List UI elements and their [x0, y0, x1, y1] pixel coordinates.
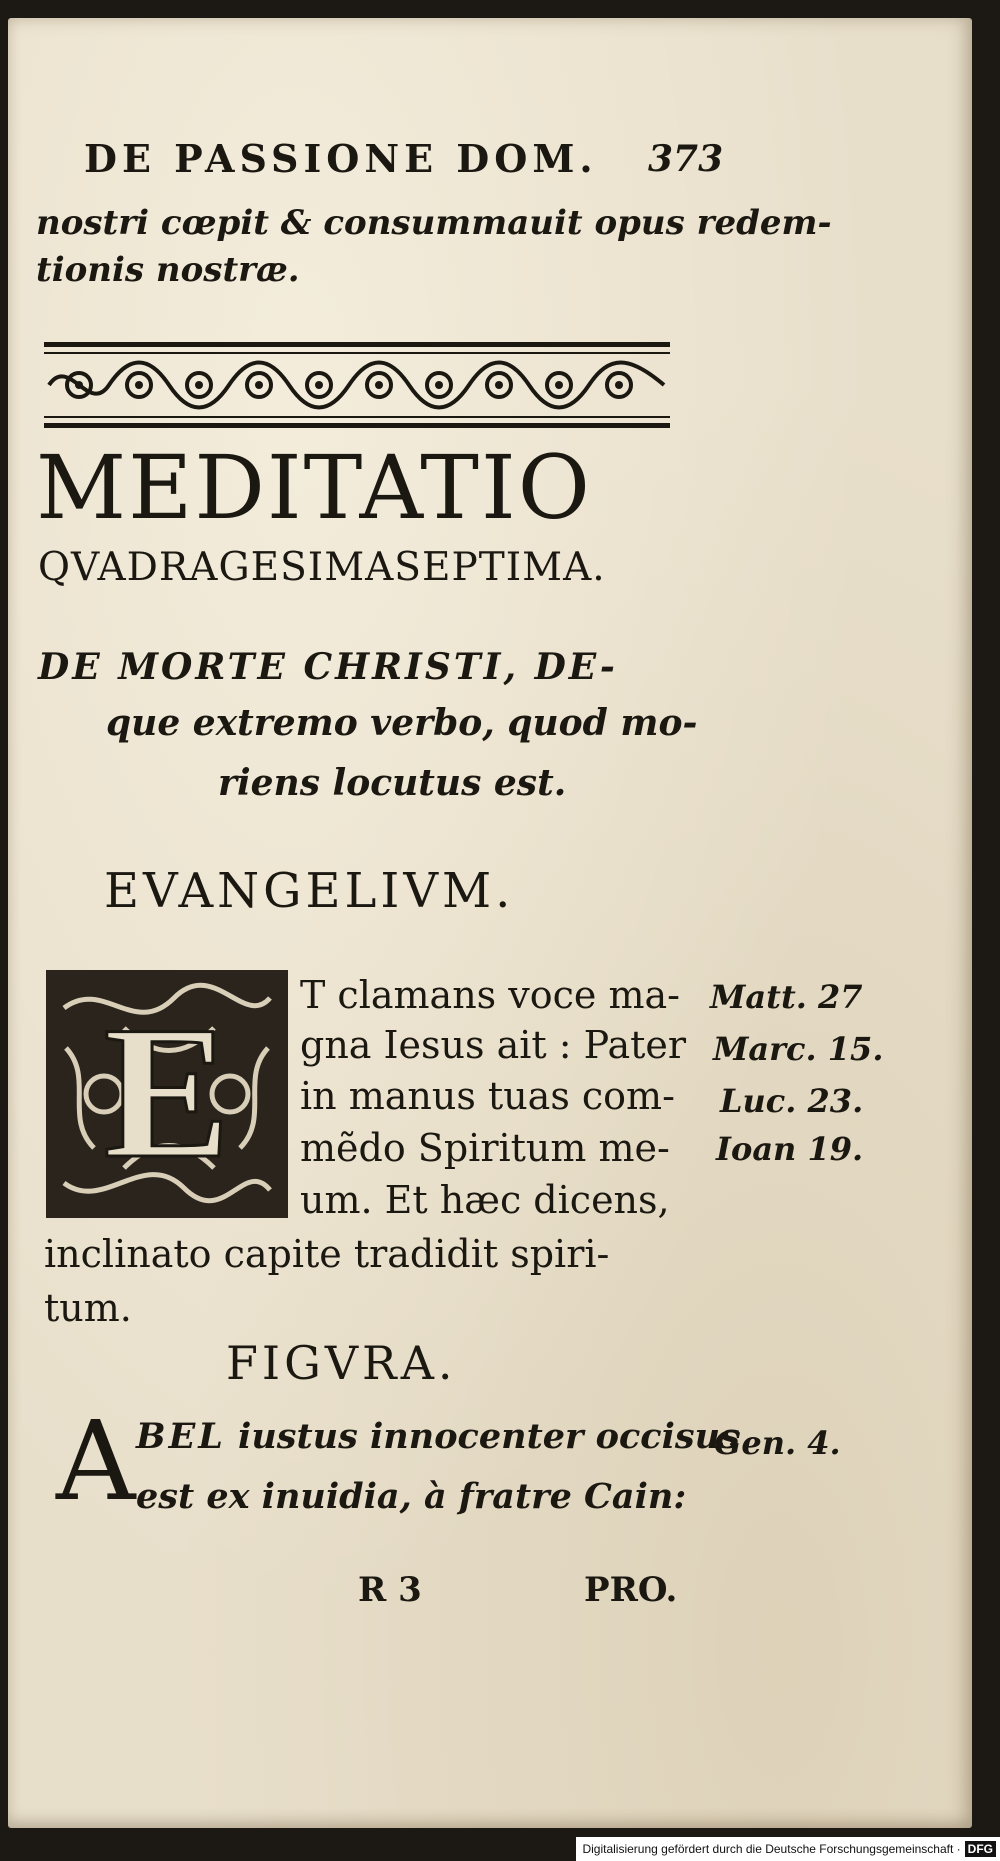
figura-line-1: [136, 1416, 740, 1457]
catchword: PRO.: [584, 1570, 678, 1610]
credit-text: Digitalisierung gefördert durch die Deutsche Forschungsgemeinschaft ·: [582, 1842, 961, 1856]
decorated-initial: [44, 968, 290, 1220]
figura-small-caps: BEL: [136, 1416, 226, 1457]
meditation-title: MEDITATIO: [36, 436, 592, 539]
figura-line-2: est ex inuidia, à fratre Cain:: [136, 1476, 687, 1517]
running-head: DE PASSIONE DOM.: [84, 136, 598, 181]
gospel-line-3: in manus tuas com-: [300, 1074, 675, 1118]
page-number: 373: [648, 138, 724, 180]
heading-line-3: riens locutus est.: [218, 762, 567, 804]
margin-ref-genesis: Gen. 4.: [714, 1424, 841, 1462]
gospel-line-6: inclinato capite tradidit spiri-: [44, 1232, 610, 1276]
margin-ref-matthew: Matt. 27: [710, 978, 863, 1016]
figura-heading: FIGVRA.: [226, 1336, 457, 1390]
heading-line-1: DE MORTE CHRISTI, DE-: [38, 646, 618, 688]
heading-line-2: que extremo verbo, quod mo-: [106, 702, 698, 744]
ornamental-band: [44, 340, 670, 430]
dfg-logo: DFG: [965, 1841, 996, 1857]
evangelium-heading: EVANGELIVM.: [104, 863, 515, 919]
book-page: [8, 18, 972, 1828]
signature-mark: R 3: [358, 1570, 422, 1610]
carryover-line-1: nostri cœpit & consummauit opus redem-: [36, 203, 832, 243]
margin-ref-mark: Marc. 15.: [713, 1030, 884, 1068]
meditation-subtitle: QVADRAGESIMASEPTIMA.: [38, 545, 606, 590]
gospel-line-2: gna Iesus ait : Pater: [300, 1023, 687, 1067]
gospel-line-4: mẽdo Spiritum me-: [300, 1126, 670, 1170]
figura-capital: A: [56, 1397, 136, 1525]
carryover-line-2: tionis nostræ.: [36, 250, 300, 290]
gospel-line-1: T clamans voce ma-: [300, 973, 680, 1017]
margin-ref-luke: Luc. 23.: [720, 1082, 864, 1120]
gospel-line-5: um. Et hæc dicens,: [300, 1178, 670, 1222]
drop-cap-letter: E: [103, 988, 231, 1198]
digitization-credit: [576, 1837, 1000, 1861]
margin-ref-john: Ioan 19.: [716, 1130, 864, 1168]
figura-line-1-rest: iustus innocenter occisus: [225, 1416, 740, 1457]
gospel-line-7: tum.: [44, 1286, 132, 1330]
